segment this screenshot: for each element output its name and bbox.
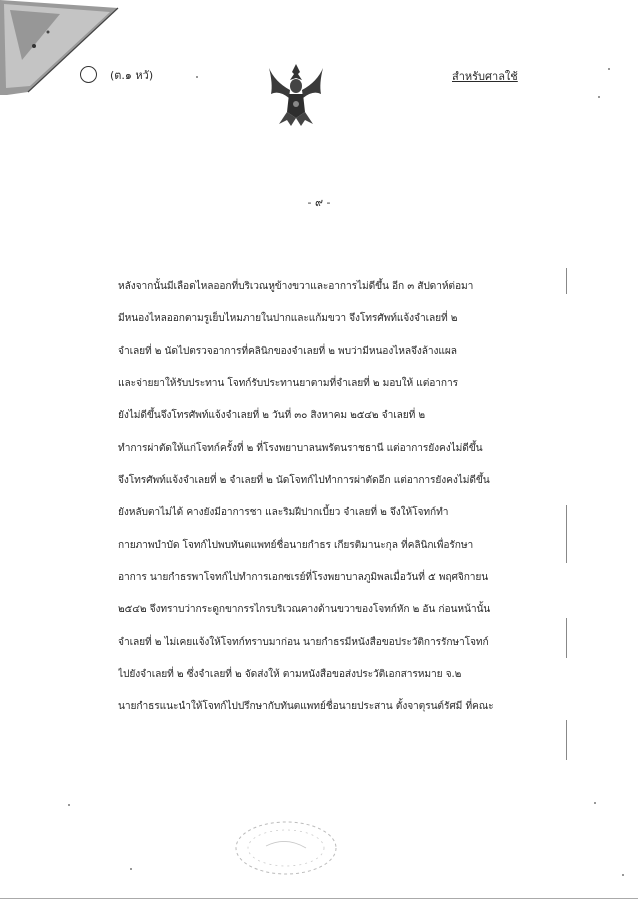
punch-hole-circle — [80, 66, 97, 83]
text-line: กายภาพบำบัด โจทก์ไปพบทันตแพทย์ชื่อนายกำธร เกียรติมานะกุล ที่คลินิกเพื่อรักษา — [118, 539, 474, 551]
page-number: - ๙ - — [307, 196, 331, 209]
text-line: ยังไม่ดีขึ้นจึงโทรศัพท์แจ้งจำเลยที่ ๒ วันที่ ๓๐ สิงหาคม ๒๕๔๒ จำเลยที่ ๒ — [118, 410, 426, 422]
page-bottom-edge — [0, 898, 638, 899]
text-line: จำเลยที่ ๒ ไม่เคยแจ้งให้โจทก์ทราบมาก่อน นายกำธรมีหนังสือขอประวัติการรักษาโจทก์ — [118, 636, 489, 648]
scan-speck — [608, 68, 610, 70]
scan-speck — [622, 874, 624, 876]
faint-seal-stamp — [226, 806, 346, 876]
text-line: จึงโทรศัพท์แจ้งจำเลยที่ ๒ จำเลยที่ ๒ นัดโจทก์ไปทำการผ่าตัดอีก แต่อาการยังคงไม่ดีขึ้น — [118, 475, 490, 487]
text-line: และจ่ายยาให้รับประทาน โจทก์รับประทานยาตามที่จำเลยที่ ๒ มอบให้ แต่อาการ — [118, 378, 458, 390]
scan-speck — [130, 868, 132, 870]
text-line: นายกำธรแนะนำให้โจทก์ไปปรึกษากับทันตแพทย์ชื่อนายประสาน ตั้งจาตุรนต์รัศมี ที่คณะ — [118, 701, 494, 713]
text-line: อาการ นายกำธรพาโจทก์ไปทำการเอกซเรย์ที่โรงพยาบาลภูมิพลเมื่อวันที่ ๕ พฤศจิกายน — [118, 572, 489, 584]
scan-speck — [594, 802, 596, 804]
margin-mark — [566, 720, 567, 760]
text-line: ทำการผ่าตัดให้แก่โจทก์ครั้งที่ ๒ ที่โรงพยาบาลนพรัตนราชธานี แต่อาการยังคงไม่ดีขึ้น — [118, 442, 483, 454]
stapled-corner-mark — [0, 0, 120, 95]
form-code: (ต.๑ หวั) — [110, 69, 154, 82]
text-line: ยังหลับตาไม่ได้ คางยังมีอาการชา และริมฝีปากเบี้ยว จำเลยที่ ๒ จึงให้โจทก์ทำ — [118, 507, 449, 519]
margin-mark — [566, 618, 567, 658]
garuda-emblem-icon — [265, 60, 327, 130]
margin-mark — [566, 268, 567, 294]
scan-speck — [68, 804, 70, 806]
text-line: จำเลยที่ ๒ นัดไปตรวจอาการที่คลินิกของจำเลยที่ ๒ พบว่ามีหนองไหลจึงล้างแผล — [118, 345, 457, 357]
body-text — [118, 271, 558, 724]
usage-label: สำหรับศาลใช้ — [452, 70, 518, 83]
text-line: ๒๕๔๒ จึงทราบว่ากระดูกขากรรไกรบริเวณคางด้านขวาของโจทก์หัก ๒ อัน ก่อนหน้านั้น — [118, 604, 491, 616]
text-line: มีหนองไหลออกตามรูเย็บไหมภายในปากและแก้มขวา จึงโทรศัพท์แจ้งจำเลยที่ ๒ — [118, 313, 458, 325]
text-line: หลังจากนั้นมีเลือดไหลออกที่บริเวณหูข้างขวาและอาการไม่ดีขึ้น อีก ๓ สัปดาห์ต่อมา — [118, 281, 474, 292]
scan-speck — [196, 76, 198, 78]
scan-speck — [598, 96, 600, 98]
text-line: ไปยังจำเลยที่ ๒ ซึ่งจำเลยที่ ๒ จัดส่งให้ ตามหนังสือขอส่งประวัติเอกสารหมาย จ.๒ — [118, 669, 462, 681]
margin-mark — [566, 505, 567, 563]
